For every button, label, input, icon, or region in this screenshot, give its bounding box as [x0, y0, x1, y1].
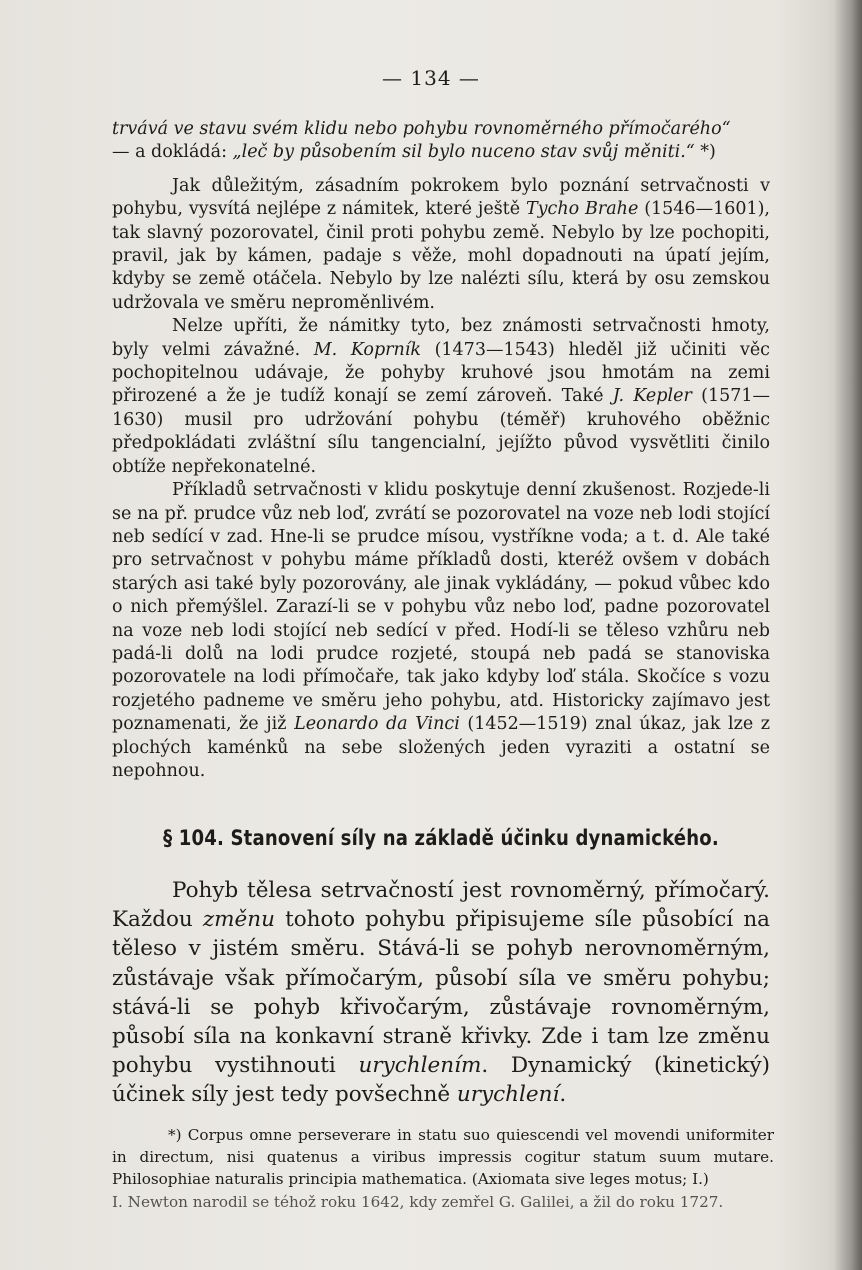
paragraph-kopernik-text-c: (1571—1630) musil pro udržování pohybu (téměř) kruhového oběžnic předpokládati zvláštní sílu tangencialní, jejížto původ vysvětliti činilo obtíže nepřekonatelné.: [112, 386, 770, 477]
paragraph-kopernik: [112, 315, 770, 479]
quote-line-2-italic: „leč by působením sil bylo nuceno stav svůj měniti.“: [232, 142, 695, 163]
paragraph-dynamics-text-a: Pohyb tělesa setrvačností jest rovnoměrný, přímočarý. Každou: [112, 878, 770, 933]
name-tycho-brahe: Tycho Brahe: [525, 199, 639, 220]
body-text: [112, 118, 770, 783]
term-urychlenim: urychlením: [358, 1053, 482, 1079]
section-heading: § 104. Stanovení síly na základě účinku dynamického.: [163, 826, 719, 850]
paragraph-dynamics: [112, 876, 770, 1110]
paragraph-tycho-text-a: Jak důležitým, zásadním pokrokem bylo poznání setrvačnosti v pohybu, vysvítá nejlépe z námitek, které ještě: [112, 175, 770, 220]
footnote-text: *) Corpus omne perseverare in statu suo quiescendi vel movendi uniformiter in directum, nisi quatenus a viribus impressis cogitur statum suum mutare. Philosophiae naturalis principia mathematica. (Axiomata sive leges motus; I.): [112, 1126, 774, 1189]
section-body: [112, 876, 770, 1110]
paragraph-kopernik-text-b: (1473—1543) hleděl již učiniti věc pochopitelnou udávaje, že pohyby kruhové jsou hmotám na zemi přirozené a že je tudíž konají se zemí zároveň. Také: [112, 339, 770, 407]
paragraph-examples-text-a: Příkladů setrvačnosti v klidu poskytuje denní zkušenost. Rozjede-li se na př. prudce vůz neb loď, zvrátí se pozorovatel na voze neb lodi stojící neb sedící v zad. Hne-li se prudce mísou, vystříkne voda; a t. d. Ale také pro setrvačnost v pohybu máme příkladů dosti, kteréž ovšem v dobách starých asi také byly pozorovány, ale jinak vykládány, — pokud vůbec kdo o nich přemýšlel. Zarazí-li se v pohybu vůz nebo loď, padne pozorovatel na voze neb lodi stojící neb sedící v před. Hodí-li se těleso vzhůru neb padá-li dolů na lodi prudce rozjeté, stoupá neb padá se stanoviska pozorovatele na lodi přímočaře, tak jako kdyby loď stála. Skočíce s vozu rozjetého padneme ve směru jeho pohybu, atd. Historicky zajímavo jest poznamenati, že již: [112, 480, 770, 735]
footnote-last-line: I. Newton narodil se téhož roku 1642, kdy zemřel G. Galilei, a žil do roku 1727.: [112, 1192, 724, 1211]
paragraph-dynamics-text-d: .: [559, 1082, 567, 1108]
paragraph-kopernik-text-a: Nelze upříti, že námitky tyto, bez známosti setrvačnosti hmoty, byly velmi závažné.: [112, 316, 770, 360]
paragraph-tycho: [112, 175, 770, 315]
book-spine-shadow: [834, 0, 862, 1270]
page-number: — 134 —: [382, 66, 480, 90]
paragraph-examples-text-b: (1452—1519) znal úkaz, jak lze z plochých kaménků na sebe složených jeden vyraziti a ostatní se nepohnou.: [112, 714, 770, 781]
name-kopernik: M. Koprník: [313, 339, 421, 360]
paragraph-tycho-text-b: (1546—1601), tak slavný pozorovatel, činil proti pohybu země. Nebylo by lze pochopiti, pravil, jak by kámen, padaje s věže, mohl dopadnouti na úpatí jejím, kdyby se země otáčela. Nebylo by lze nalézti sílu, která by osu zemskou udržovala ve směru neproměnlivém.: [112, 199, 770, 313]
paragraph-dynamics-text-b: tohoto pohybu připisujeme síle působící na těleso v jistém směru. Stává-li se pohyb nerovnoměrným, zůstávaje však přímočarým, působí síla ve směru pohybu; stává-li se pohyb křivočarým, zůstávaje rovnoměrným, působí síla na konkavní straně křivky. Zde i tam lze změnu pohybu vystihnouti: [112, 907, 770, 1079]
paragraph-examples: [112, 479, 770, 783]
paragraph-quote-continuation: [112, 118, 770, 165]
quote-line-1: trvává ve stavu svém klidu nebo pohybu rovnoměrného přímočarého“: [112, 119, 731, 139]
quote-line-2-prefix: — a dokládá:: [112, 142, 233, 163]
footnote-marker: *): [694, 142, 716, 163]
name-kepler: J. Kepler: [612, 386, 692, 407]
paragraph-dynamics-text-c: . Dynamický (kinetický) účinek síly jest tedy povšechně: [112, 1053, 770, 1108]
term-urychleni: urychlení: [456, 1082, 560, 1108]
term-zmenu: změnu: [202, 907, 275, 933]
name-leonardo: Leonardo da Vinci: [294, 714, 460, 735]
footnote: [112, 1124, 774, 1213]
